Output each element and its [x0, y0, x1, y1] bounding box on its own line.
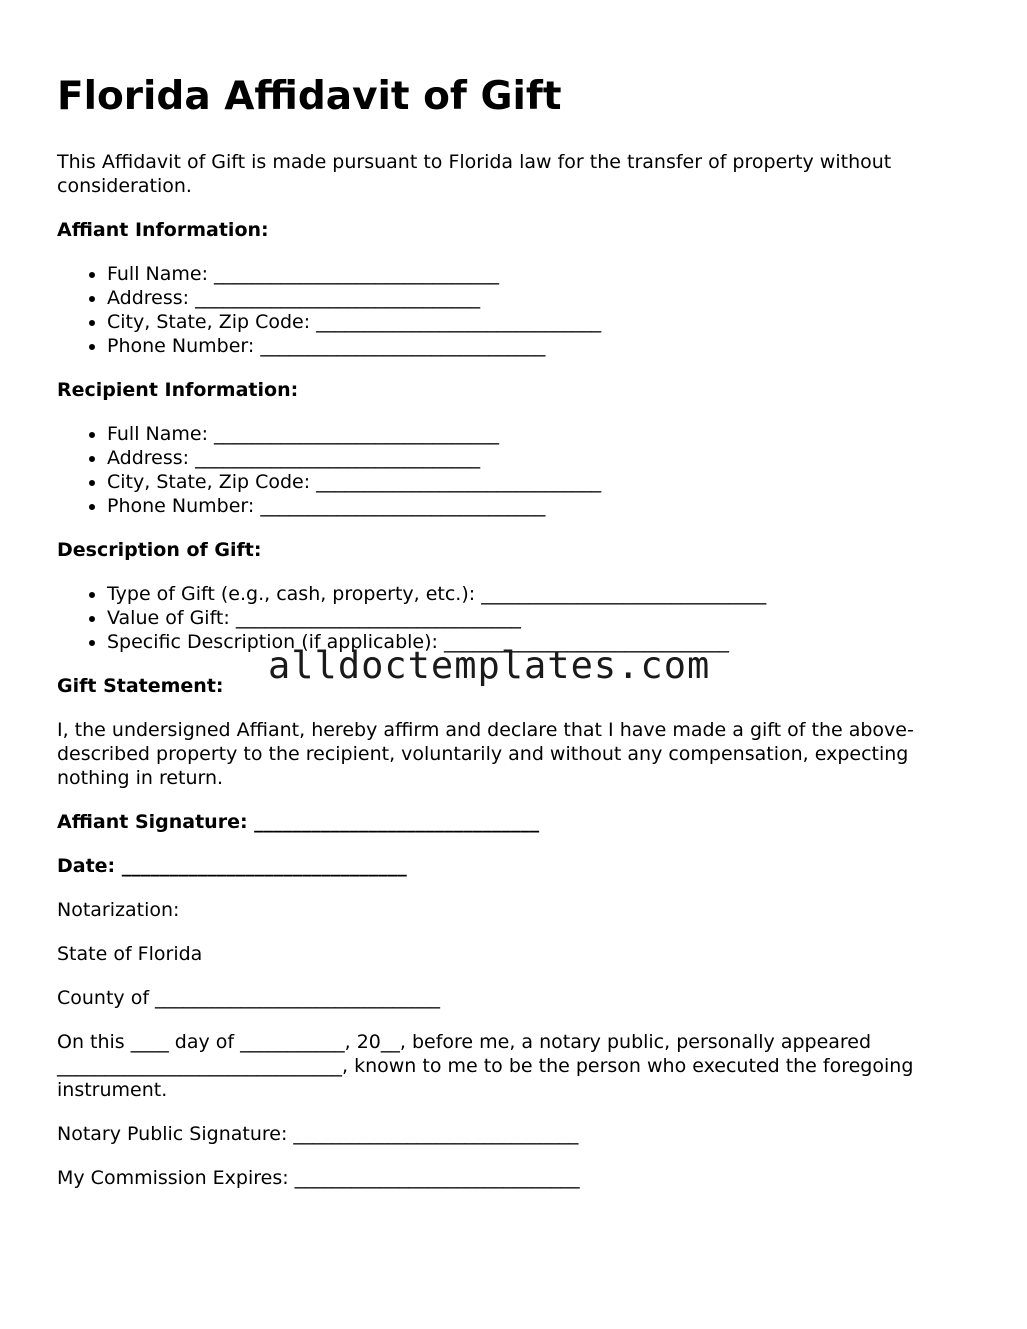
affiant-address: • Address: ______________________________	[107, 286, 977, 310]
recipient-list	[57, 422, 977, 518]
notarization-label: Notarization:	[57, 899, 180, 921]
gift-specific-description: • Specific Description (if applicable): ______________________________	[107, 630, 977, 654]
affiant-heading: Affiant Information:	[57, 219, 269, 241]
commission-expires-line: My Commission Expires: ______________________________	[57, 1167, 580, 1189]
notary-paragraph: On this ____ day of ___________, 20__, before me, a notary public, personally appeared ______________________________, known to me to be the person who executed the foregoing instrument.	[57, 1031, 914, 1101]
county-line: County of ______________________________	[57, 987, 441, 1009]
gift-type: • Type of Gift (e.g., cash, property, etc.): ______________________________	[107, 582, 977, 606]
affiant-list	[57, 262, 977, 358]
notary-signature-line: Notary Public Signature: ______________________________	[57, 1123, 579, 1145]
watermark: alldoctemplates.com	[268, 644, 711, 687]
date-line: Date: ______________________________	[57, 855, 407, 877]
affiant-phone: • Phone Number: ______________________________	[107, 334, 977, 358]
recipient-heading: Recipient Information:	[57, 379, 299, 401]
affiant-signature-line: Affiant Signature: ______________________________	[57, 811, 540, 833]
gift-value: • Value of Gift: ______________________________	[107, 606, 977, 630]
intro-paragraph: This Affidavit of Gift is made pursuant to Florida law for the transfer of property without consideration.	[57, 151, 892, 197]
affiant-city-state-zip: • City, State, Zip Code: ______________________________	[107, 310, 977, 334]
document-title: Florida Affidavit of Gift	[57, 74, 562, 119]
statement-text: I, the undersigned Affiant, hereby affirm and declare that I have made a gift of the above-described property to the recipient, voluntarily and without any compensation, expecting nothing in return.	[57, 719, 914, 789]
recipient-city-state-zip: • City, State, Zip Code: ______________________________	[107, 470, 977, 494]
recipient-full-name: • Full Name: ______________________________	[107, 422, 977, 446]
statement-heading: Gift Statement:	[57, 675, 224, 697]
state-line: State of Florida	[57, 943, 203, 965]
document	[57, 70, 977, 1210]
recipient-phone: • Phone Number: ______________________________	[107, 494, 977, 518]
recipient-address: • Address: ______________________________	[107, 446, 977, 470]
affiant-full-name: • Full Name: ______________________________	[107, 262, 977, 286]
gift-heading: Description of Gift:	[57, 539, 262, 561]
